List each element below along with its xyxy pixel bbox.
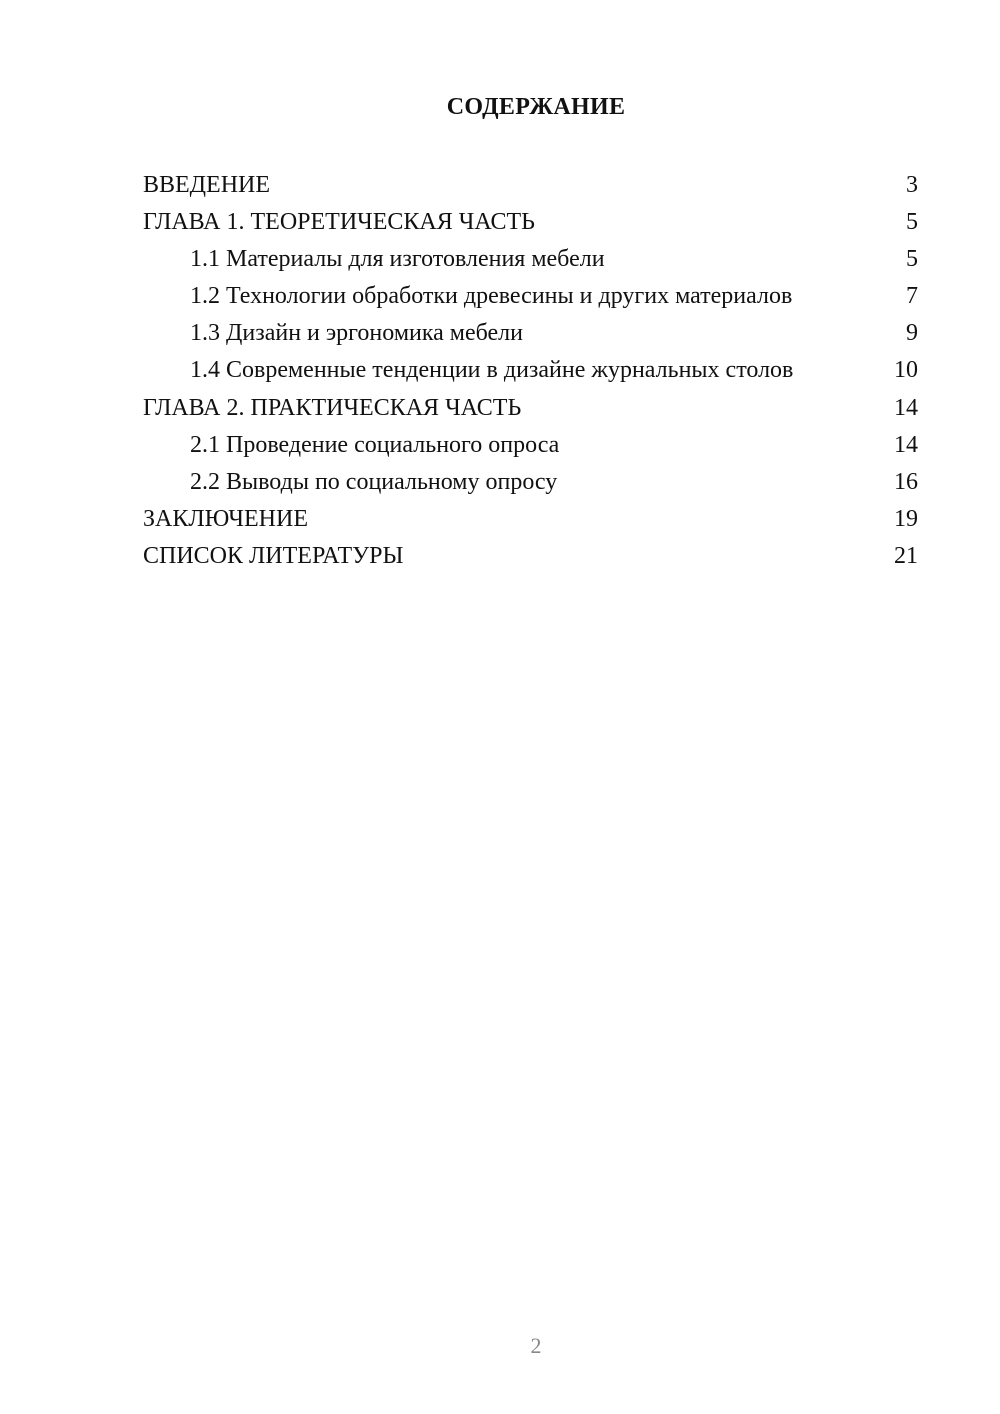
toc-entry-label: 1.1 Материалы для изготовления мебели (190, 246, 605, 273)
toc-entry-page: 16 (894, 468, 918, 495)
toc-entry-label: СПИСОК ЛИТЕРАТУРЫ (143, 542, 404, 569)
page-number: 2 (530, 1333, 542, 1358)
toc-entry-page: 9 (906, 320, 918, 347)
toc-entry-page: 5 (906, 246, 918, 273)
toc-entry-label: ГЛАВА 1. ТЕОРЕТИЧЕСКАЯ ЧАСТЬ (143, 209, 535, 236)
toc-entry-section-1-1[interactable] (143, 241, 918, 278)
toc-entry-introduction[interactable] (143, 167, 918, 204)
toc-entry-chapter-1[interactable] (143, 204, 918, 241)
toc-entry-label: 1.2 Технологии обработки древесины и других материалов (190, 283, 793, 310)
toc-entry-conclusion[interactable] (143, 501, 918, 538)
toc-entry-label: 2.2 Выводы по социальному опросу (190, 468, 558, 495)
toc-entry-page: 3 (906, 172, 918, 198)
table-of-contents (143, 167, 918, 575)
toc-title: СОДЕРЖАНИЕ (446, 94, 626, 120)
toc-entry-label: 2.1 Проведение социального опроса (190, 431, 560, 458)
toc-entry-page: 14 (894, 394, 918, 421)
toc-entry-section-1-4[interactable] (143, 352, 918, 389)
toc-entry-section-2-2[interactable] (143, 464, 918, 501)
toc-entry-page: 5 (906, 209, 918, 236)
toc-entry-label: ВВЕДЕНИЕ (143, 172, 271, 198)
toc-entry-references[interactable] (143, 538, 918, 575)
toc-entry-page: 10 (894, 357, 918, 384)
toc-entry-section-1-2[interactable] (143, 278, 918, 315)
toc-entry-chapter-2[interactable] (143, 390, 918, 427)
toc-entry-section-1-3[interactable] (143, 315, 918, 352)
toc-entry-page: 7 (906, 283, 918, 310)
toc-entry-label: 1.4 Современные тенденции в дизайне журнальных столов (190, 357, 794, 384)
toc-entry-label: ЗАКЛЮЧЕНИЕ (143, 505, 308, 532)
toc-entry-label: 1.3 Дизайн и эргономика мебели (190, 320, 523, 347)
toc-entry-page: 21 (894, 542, 918, 569)
toc-entry-label: ГЛАВА 2. ПРАКТИЧЕСКАЯ ЧАСТЬ (143, 394, 522, 421)
toc-entry-page: 19 (894, 505, 918, 532)
toc-entry-page: 14 (894, 431, 918, 458)
toc-entry-section-2-1[interactable] (143, 427, 918, 464)
